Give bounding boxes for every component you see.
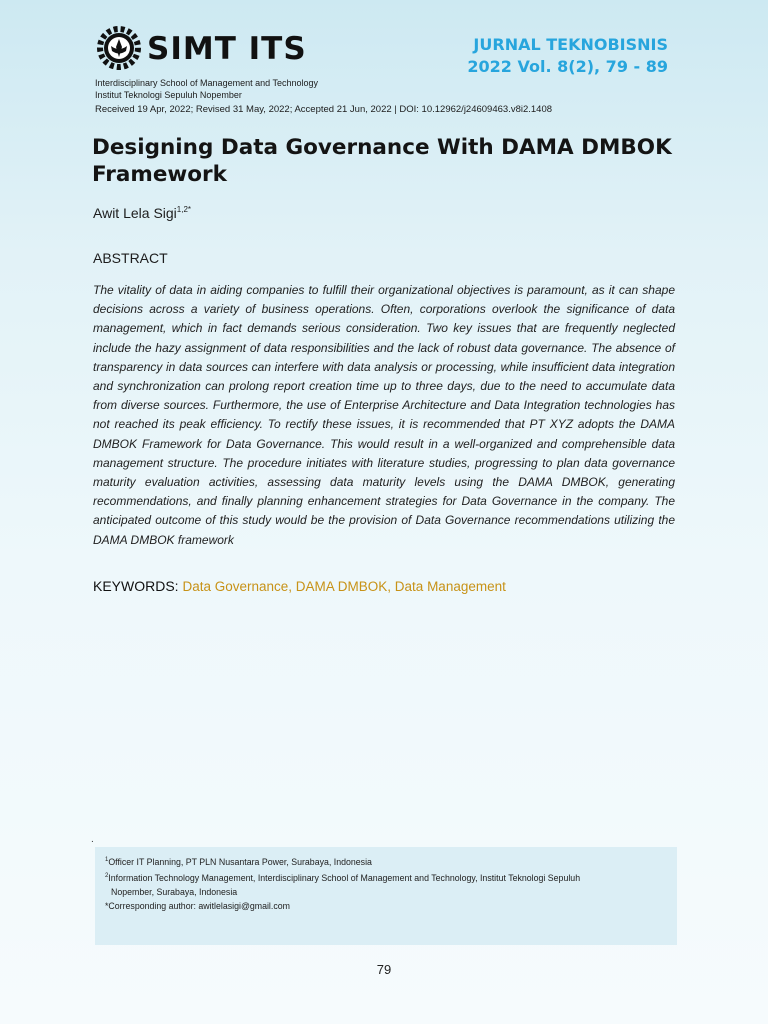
journal-info: [467, 34, 668, 78]
keywords-line: [93, 578, 506, 594]
its-emblem-icon: [95, 22, 143, 74]
footnote-mark-2: 2: [105, 873, 109, 879]
footnote-affiliation-2-cont: Nopember, Surabaya, Indonesia: [111, 887, 238, 897]
footnote-affiliation-2: [105, 869, 669, 885]
separator-dot: .: [91, 834, 94, 845]
journal-logo: [95, 22, 307, 74]
institution-line-1: Interdisciplinary School of Management and Technology: [95, 78, 318, 88]
footnote-box: [95, 847, 677, 945]
footnote-mark-1: 1: [105, 857, 109, 863]
article-title: Designing Data Governance With DAMA DMBOK Framework: [92, 135, 672, 187]
author-affiliation-marks: 1,2*: [176, 205, 192, 214]
footnote-affil-2-text: Information Technology Management, Interdisciplinary School of Management and Technology, Institut Teknologi Sepuluh: [108, 873, 581, 883]
keywords-label: KEYWORDS:: [93, 578, 179, 594]
author-line: [93, 205, 191, 221]
institution-line-2: Institut Teknologi Sepuluh Nopember: [95, 89, 242, 100]
abstract-text: The vitality of data in aiding companies to fulfill their organizational objectives is paramount, as it can shape decisions across a variety of business operations. Often, corporations overlook the significance of data management, which in fact demands serious consideration. Two key issues that are frequently neglected include the hazy assignment of data responsibilities and the lack of robust data governance. The absence of transparency in data sources can interfere with data analysis or processing, while insufficient data integration and synchronization can prolong report creation time up to three days, due to the need to accumulate data from diverse sources. Furthermore, the use of Enterprise Architecture and Data Integration technologies has not reached its peak efficiency. To rectify these issues, it is recommended that PT XYZ adopts the DAMA DMBOK Framework for Data Governance. This would result in a well-organized and comprehensible data management structure. The procedure initiates with literature studies, progressing to plan data governance maturity evaluation activities, assessing data maturity levels using the DAMA DMBOK, generating recommendations, and finally planning enhancement strategies for Data Governance in the company. The anticipated outcome of this study would be the provision of Data Governance recommendations utilizing the DAMA DMBOK framework: [93, 283, 675, 547]
abstract-heading: ABSTRACT: [93, 250, 168, 266]
footnote-corresponding: *Corresponding author: awitlelasigi@gmail.com: [105, 901, 290, 911]
footnote-affiliation-1: [105, 853, 669, 869]
logo-text: SIMT ITS: [147, 31, 307, 67]
received-dates-doi: Received 19 Apr, 2022; Revised 31 May, 2022; Accepted 21 Jun, 2022 | DOI: 10.12962/j24609463.v8i2.1408: [95, 104, 553, 115]
journal-name: JURNAL TEKNOBISNIS: [473, 35, 668, 54]
institution-block: [95, 78, 318, 101]
journal-volume: 2022 Vol. 8(2), 79 - 89: [467, 57, 668, 76]
keywords-values: Data Governance, DAMA DMBOK, Data Management: [182, 579, 506, 594]
footnote-affil-1-text: Officer IT Planning, PT PLN Nusantara Power, Surabaya, Indonesia: [108, 857, 372, 867]
page-number: 79: [376, 962, 392, 977]
author-name: Awit Lela Sigi: [93, 205, 177, 221]
